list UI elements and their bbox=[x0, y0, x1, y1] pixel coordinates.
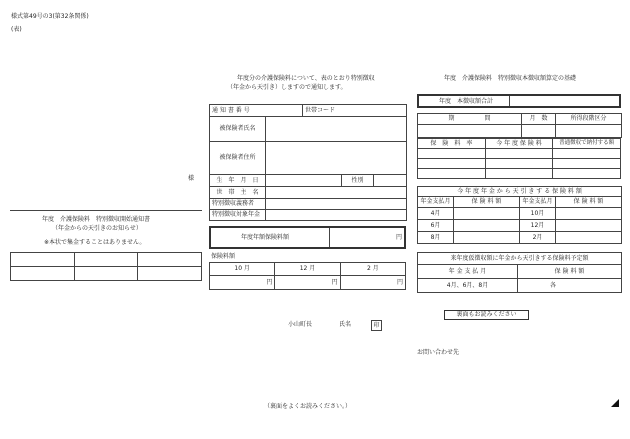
annual-premium-yen: 円 bbox=[396, 234, 403, 241]
pay-month-header: 年金支払月 bbox=[418, 197, 454, 208]
read-back-button[interactable]: 裏面もお読みください bbox=[444, 310, 529, 320]
form-number: 様式第49号の3(第32条関係) bbox=[11, 13, 89, 20]
left-divider bbox=[10, 210, 202, 211]
ordinary-collection-label: 普通徴収で納付する額 bbox=[553, 139, 621, 149]
premium-schedule-table bbox=[209, 262, 406, 290]
yen-unit bbox=[454, 208, 520, 220]
withholding-obligor-label: 特別徴収義務者 bbox=[210, 199, 266, 210]
corner-triangle-icon bbox=[611, 399, 619, 407]
household-code-label: 世帯コード bbox=[303, 105, 407, 117]
deduction-table bbox=[417, 186, 622, 244]
left-blank-table bbox=[10, 252, 202, 281]
yen-unit: 円 bbox=[210, 276, 275, 290]
premium-header: 保 険 料 額 bbox=[454, 197, 520, 208]
official-seal: 印 bbox=[371, 320, 382, 331]
intro-line-1: 年度分の介護保険料について、表のとおり特別徴収 bbox=[237, 75, 375, 82]
insured-name-label: 被保険者氏名 bbox=[210, 117, 266, 142]
premium-header: 保 険 料 額 bbox=[556, 197, 622, 208]
contact-label: お問い合わせ先 bbox=[417, 349, 460, 356]
left-notice-subtitle: （年金からの天引きのお知らせ） bbox=[52, 225, 142, 232]
deduction-month: 12月 bbox=[520, 220, 556, 232]
insured-address-label: 被保険者住所 bbox=[210, 142, 266, 175]
yen-unit: 円 bbox=[340, 276, 405, 290]
deduction-month: 6月 bbox=[418, 220, 454, 232]
deduction-month: 8月 bbox=[418, 232, 454, 244]
deduction-month: 4月 bbox=[418, 208, 454, 220]
addressee-honorific: 様 bbox=[188, 175, 195, 182]
target-pension-label: 特別徴収対象年金 bbox=[210, 210, 266, 221]
yen-unit bbox=[454, 220, 520, 232]
intro-line-2: （年金から天引き）しますので通知します。 bbox=[227, 84, 347, 91]
sex-label: 性別 bbox=[342, 175, 374, 187]
month-label: 2 月 bbox=[340, 263, 405, 276]
months-count-label: 月 数 bbox=[522, 114, 556, 125]
insured-info-table bbox=[209, 104, 407, 221]
yen-unit bbox=[454, 232, 520, 244]
yen-unit bbox=[556, 232, 622, 244]
left-collection-notice: ※本状で集金することはありません。 bbox=[44, 239, 146, 246]
income-class-label: 所得段階区分 bbox=[556, 114, 622, 125]
yen-unit bbox=[485, 149, 553, 159]
mayor-name-label: 氏名 bbox=[339, 321, 352, 328]
yen-unit bbox=[418, 149, 486, 159]
basis-title: 年度 介護保険料 特別徴収本徴収額算定の基礎 bbox=[444, 75, 577, 82]
household-head-label: 世 帯 主 名 bbox=[210, 187, 266, 199]
month-label: 12 月 bbox=[275, 263, 340, 276]
yen-unit: 円 bbox=[275, 276, 340, 290]
yen-unit bbox=[556, 208, 622, 220]
annual-premium-box bbox=[209, 226, 406, 249]
premium-amount-label: 保険料額 bbox=[211, 253, 236, 260]
pay-month-header: 年金支払月 bbox=[520, 197, 556, 208]
premium-rate-label: 保 険 料 率 bbox=[418, 139, 486, 149]
total-divider bbox=[509, 96, 510, 106]
deduction-month: 10月 bbox=[520, 208, 556, 220]
period-table bbox=[417, 113, 622, 138]
pension-month-header: 年 金 支 払 月 bbox=[418, 265, 518, 279]
yen-unit bbox=[556, 220, 622, 232]
period-label: 期 間 bbox=[418, 114, 522, 125]
rate-table bbox=[417, 138, 621, 179]
month-label: 10 月 bbox=[210, 263, 275, 276]
each-label: 各 bbox=[550, 281, 557, 289]
next-premium-cell bbox=[518, 279, 622, 293]
total-label: 年度 本徴収額合計 bbox=[439, 98, 494, 105]
left-notice-title: 年度 介護保険料 特別徴収開始通知書 bbox=[42, 216, 151, 223]
next-year-title: 来年度仮徴収額に年金から天引きする保険料予定額 bbox=[418, 253, 622, 265]
annual-premium-label: 年度年額保険料額 bbox=[241, 234, 290, 241]
birth-date-label: 生 年 月 日 bbox=[210, 175, 266, 187]
total-box bbox=[417, 94, 621, 108]
current-premium-label: 今 年 度 保 険 料 bbox=[485, 139, 553, 149]
next-pension-months: 4月、6月、8月 bbox=[418, 279, 518, 293]
footer-note: （裏面をよくお読みください。） bbox=[264, 403, 352, 410]
next-premium-header: 保 険 料 額 bbox=[518, 265, 622, 279]
notice-number-label: 通 知 書 番 号 bbox=[210, 105, 303, 117]
yen-unit bbox=[553, 149, 621, 159]
page-side-label: (表) bbox=[11, 26, 22, 33]
annual-premium-divider bbox=[329, 228, 330, 247]
mayor-title: 小山町長 bbox=[288, 321, 313, 328]
deduction-month: 2月 bbox=[520, 232, 556, 244]
next-year-table bbox=[417, 252, 622, 293]
deduction-title: 今 年 度 年 金 か ら 天 引 き す る 保 険 料 額 bbox=[418, 187, 622, 197]
